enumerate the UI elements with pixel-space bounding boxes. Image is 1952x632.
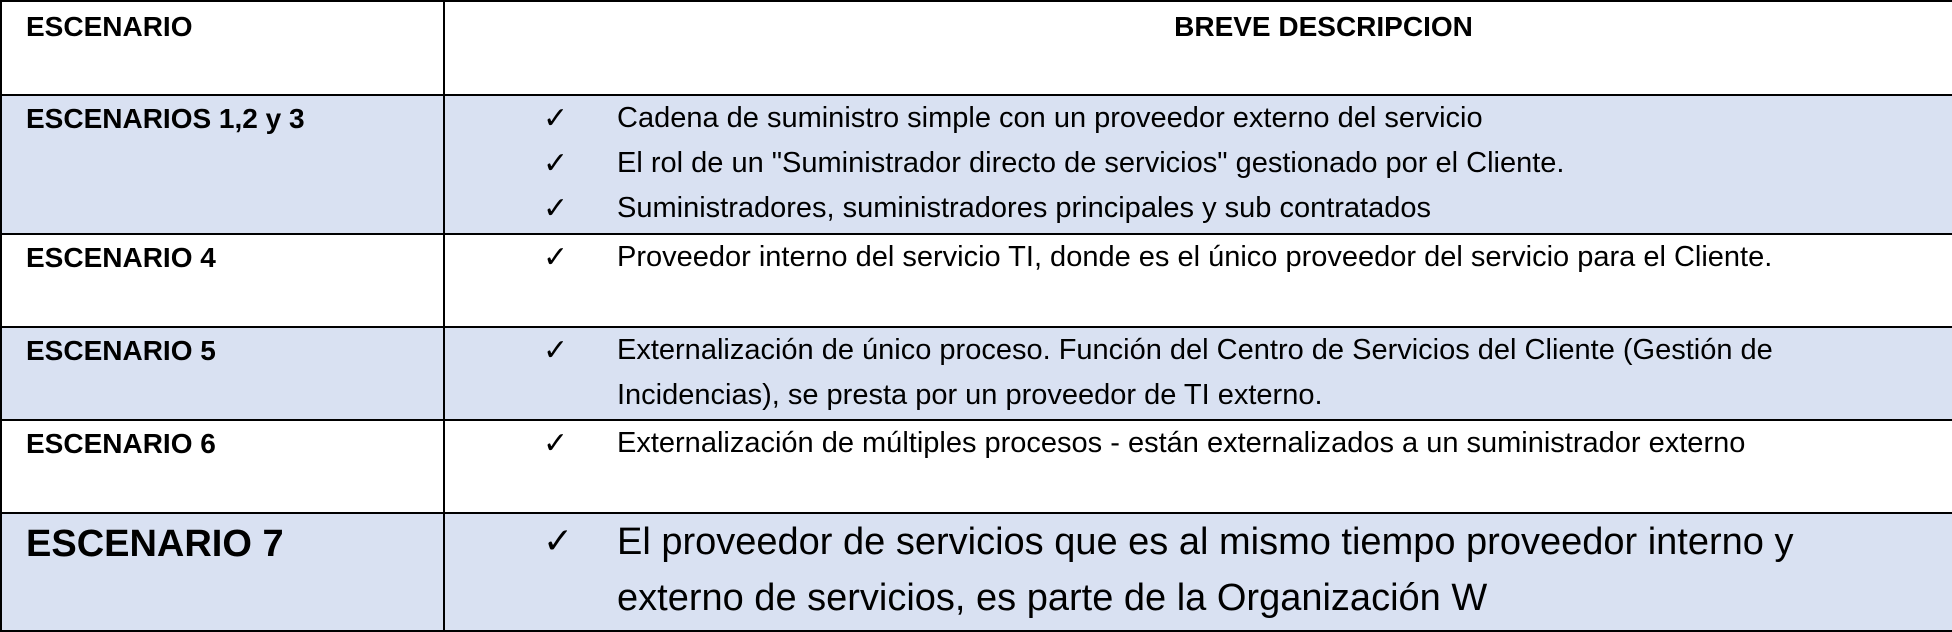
description-cell <box>444 234 1952 327</box>
table-row <box>1 420 1952 513</box>
description-cell <box>444 513 1952 631</box>
description-list <box>445 514 1952 626</box>
check-icon: ✓ <box>543 521 574 562</box>
scenario-cell <box>1 513 444 631</box>
description-cell <box>444 420 1952 513</box>
list-item <box>445 328 1952 418</box>
item-text: Suministradores, suministradores principales y sub contratados <box>617 192 1431 224</box>
list-item <box>445 96 1952 141</box>
list-item <box>445 514 1952 626</box>
scenario-label: ESCENARIO 7 <box>26 523 284 565</box>
scenario-cell <box>1 95 444 234</box>
scenario-label: ESCENARIO 6 <box>26 428 216 459</box>
item-text: Proveedor interno del servicio TI, donde es el único proveedor del servicio para el Cliente. <box>617 241 1773 273</box>
item-text: El proveedor de servicios que es al mismo tiempo proveedor interno y externo de servicios, es parte de la Organización W <box>617 521 1794 619</box>
description-cell <box>444 327 1952 420</box>
description-list <box>445 421 1952 466</box>
scenario-label: ESCENARIO 5 <box>26 335 216 366</box>
list-item <box>445 186 1952 231</box>
header-description: BREVE DESCRIPCION <box>1174 11 1473 42</box>
check-icon: ✓ <box>543 333 569 368</box>
list-item <box>445 141 1952 186</box>
item-text: Externalización de único proceso. Función del Centro de Servicios del Cliente (Gestión de Incidencias), se presta por un proveedor de TI externo. <box>617 334 1773 411</box>
table-row <box>1 327 1952 420</box>
description-list <box>445 96 1952 231</box>
scenario-cell <box>1 327 444 420</box>
description-list <box>445 328 1952 418</box>
scenario-label: ESCENARIO 4 <box>26 242 216 273</box>
check-icon: ✓ <box>543 146 569 181</box>
check-icon: ✓ <box>543 426 569 461</box>
check-icon: ✓ <box>543 101 569 136</box>
check-icon: ✓ <box>543 191 569 226</box>
scenario-label: ESCENARIOS 1,2 y 3 <box>26 103 305 134</box>
item-text: Externalización de múltiples procesos - están externalizados a un suministrador externo <box>617 427 1746 459</box>
list-item <box>445 421 1952 466</box>
check-icon: ✓ <box>543 240 569 275</box>
scenario-cell <box>1 420 444 513</box>
header-cell-description <box>444 1 1952 95</box>
table-row <box>1 513 1952 631</box>
header-cell-scenario <box>1 1 444 95</box>
item-text: Cadena de suministro simple con un proveedor externo del servicio <box>617 102 1483 134</box>
description-cell <box>444 95 1952 234</box>
list-item <box>445 235 1952 280</box>
scenario-cell <box>1 234 444 327</box>
description-list <box>445 235 1952 280</box>
item-text: El rol de un "Suministrador directo de servicios" gestionado por el Cliente. <box>617 147 1565 179</box>
header-scenario: ESCENARIO <box>26 11 193 42</box>
table-row <box>1 95 1952 234</box>
table-row <box>1 234 1952 327</box>
header-row <box>1 1 1952 95</box>
